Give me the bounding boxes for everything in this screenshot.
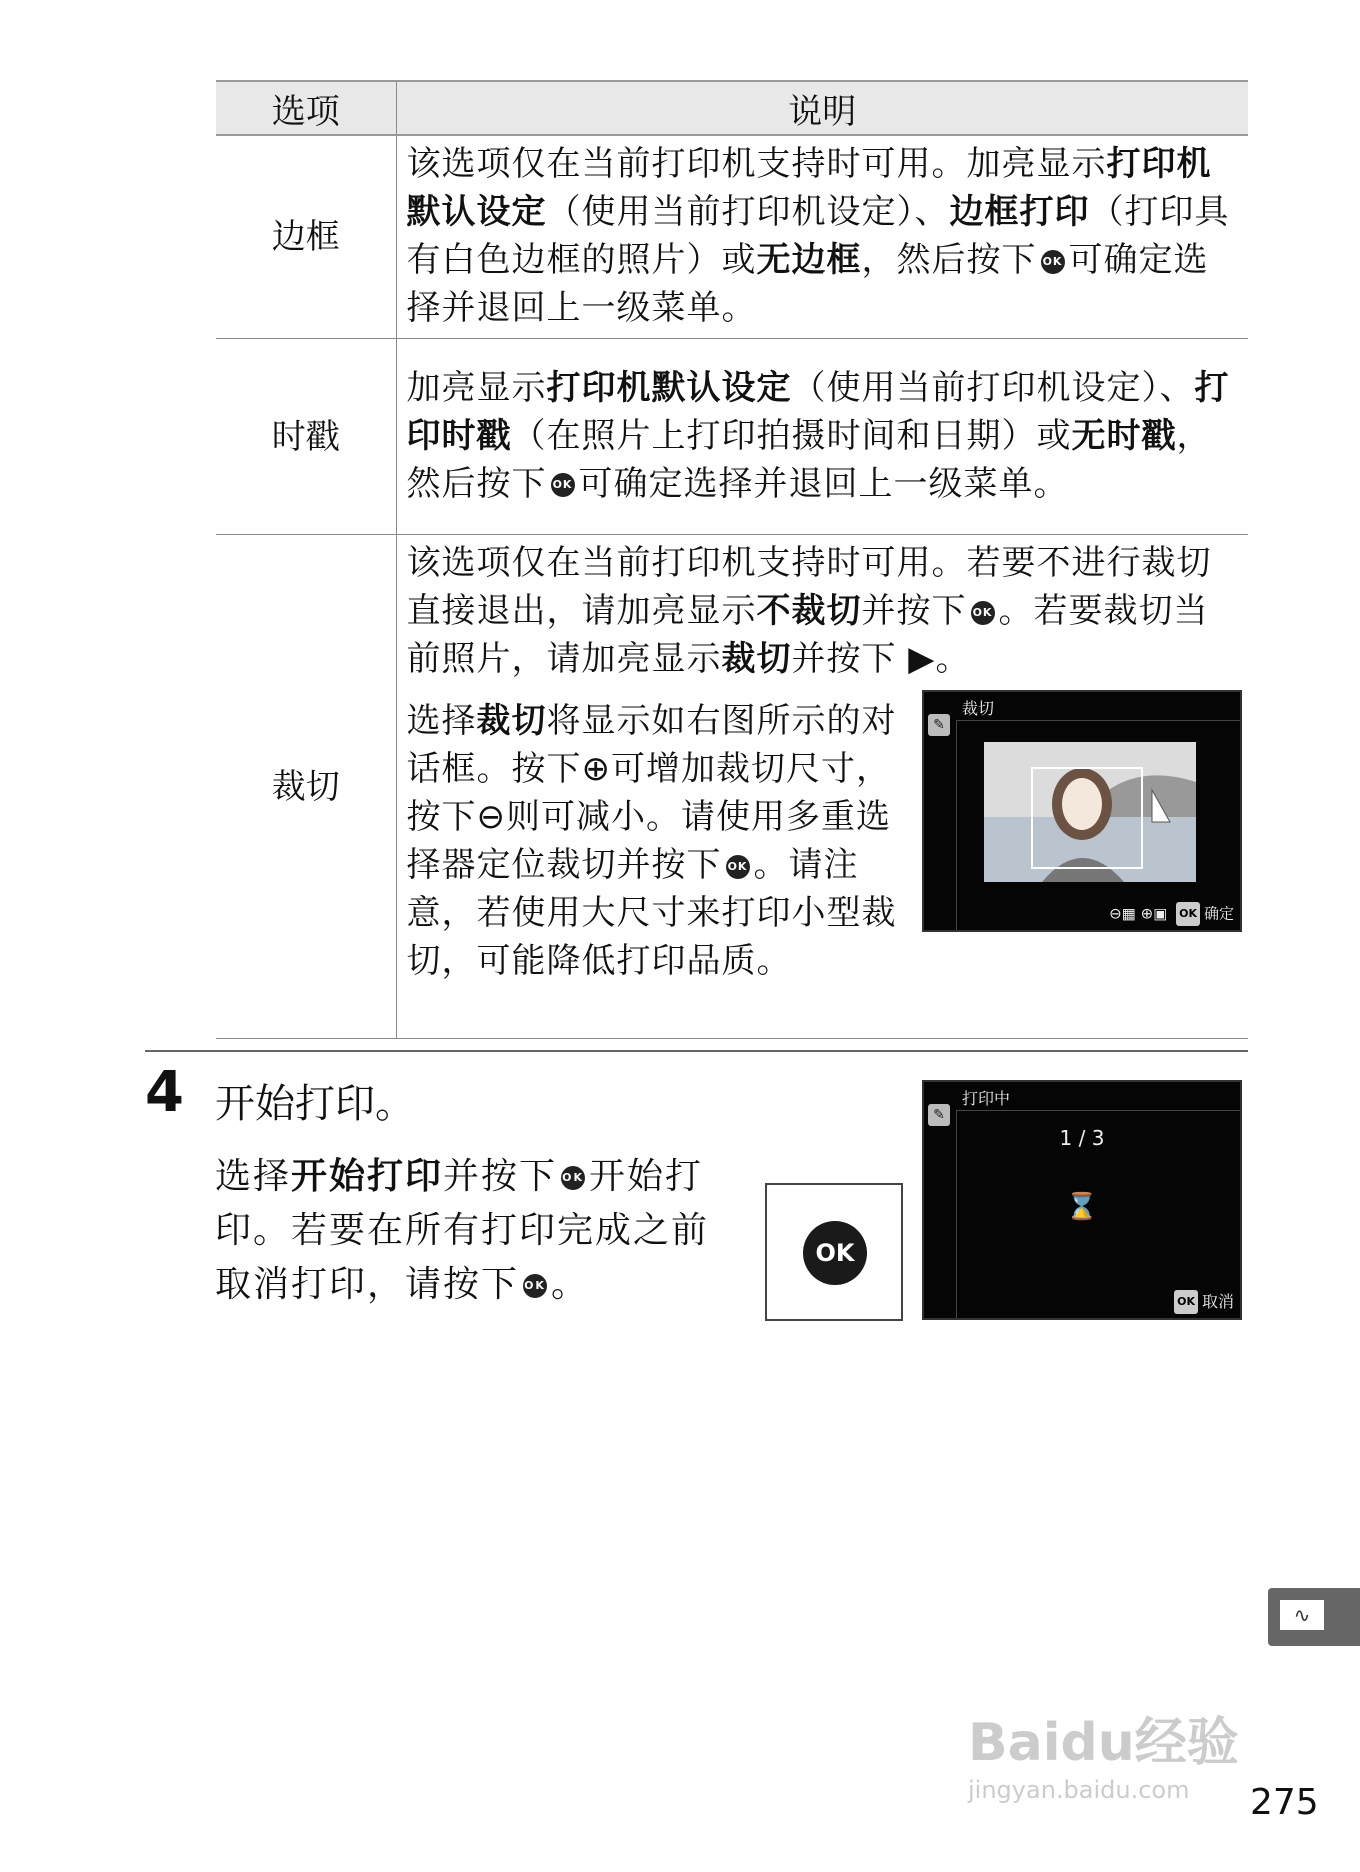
ok-button-icon: OK [523, 1274, 547, 1298]
table-header-row [216, 81, 1248, 135]
option-cell: 裁切 [216, 535, 396, 1039]
page-number: 275 [1250, 1782, 1319, 1823]
section-tab [1268, 1588, 1360, 1646]
crop-screen-footer: ⊖▦ ⊕▣ OK 确定 [1109, 902, 1234, 926]
option-cell: 边框 [216, 135, 396, 339]
baidu-watermark-url: jingyan.baidu.com [968, 1776, 1190, 1804]
zoom-in-icon: ⊕ [581, 749, 611, 789]
ok-button-icon: OK [561, 1166, 585, 1190]
baidu-watermark: Baidu经验 [968, 1713, 1239, 1773]
option-cell: 时戳 [216, 339, 396, 535]
crop-preview-image [984, 742, 1196, 882]
step-body: 选择开始打印并按下 OK 开始打印。若要在所有打印完成之前取消打印，请按下 OK 。 [215, 1156, 710, 1305]
ok-button-icon: OK [1176, 902, 1200, 926]
header-option: 选项 [216, 81, 396, 135]
print-screen [922, 1080, 1242, 1320]
print-progress: 1 / 3 [1059, 1126, 1105, 1150]
zoom-out-icon: ⊖ [476, 797, 506, 837]
step-title: 开始打印。 [215, 1081, 415, 1127]
table-row [216, 135, 1248, 339]
print-screen-footer: OK 取消 [1170, 1289, 1234, 1315]
section-divider [145, 1050, 1248, 1052]
retouch-icon: ✎ [928, 714, 950, 736]
ok-button-figure [765, 1183, 903, 1321]
retouch-icon: ✎ [928, 1104, 950, 1126]
ok-button: OK [803, 1221, 867, 1285]
crop-screen [922, 690, 1242, 932]
ok-button-icon: OK [1041, 250, 1065, 274]
description-cell: 该选项仅在当前打印机支持时可用。加亮显示打印机默认设定（使用当前打印机设定）、边框打印（打印具有白色边框的照片）或无边框，然后按下 OK 可确定选择并退回上一级菜单。 [396, 135, 1248, 339]
step-number: 4 [145, 1060, 184, 1125]
crop-screen-title: 裁切 [962, 699, 995, 718]
table-row [216, 339, 1248, 535]
ok-button-icon: OK [551, 473, 575, 497]
ok-button-icon: OK [726, 855, 750, 879]
hourglass-icon: ⌛ [1065, 1192, 1099, 1222]
description-cell: 加亮显示打印机默认设定（使用当前打印机设定）、打印时戳（在照片上打印拍摄时间和日期）或无时戳，然后按下 OK 可确定选择并退回上一级菜单。 [396, 339, 1248, 535]
crop-detail-text: 选择裁切将显示如右图所示的对话框。按下⊕可增加裁切尺寸，按下⊖则可减小。请使用多重选择器定位裁切并按下 OK 。请注意，若使用大尺寸来打印小型裁切，可能降低打印品质。 [406, 701, 897, 981]
header-description: 说明 [396, 81, 1248, 135]
print-screen-title: 打印中 [962, 1089, 1011, 1108]
zoom-out-icon: ⊖▦ ⊕▣ [1109, 904, 1168, 923]
ok-button-icon: OK [971, 601, 995, 625]
ok-button-icon: OK [1174, 1290, 1198, 1314]
crop-intro-text: 该选项仅在当前打印机支持时可用。若要不进行裁切直接退出，请加亮显示不裁切并按下 OK 。若要裁切当前照片，请加亮显示裁切并按下 ▶。 [406, 543, 1212, 679]
retouch-tab-icon: ∿ [1280, 1600, 1324, 1630]
